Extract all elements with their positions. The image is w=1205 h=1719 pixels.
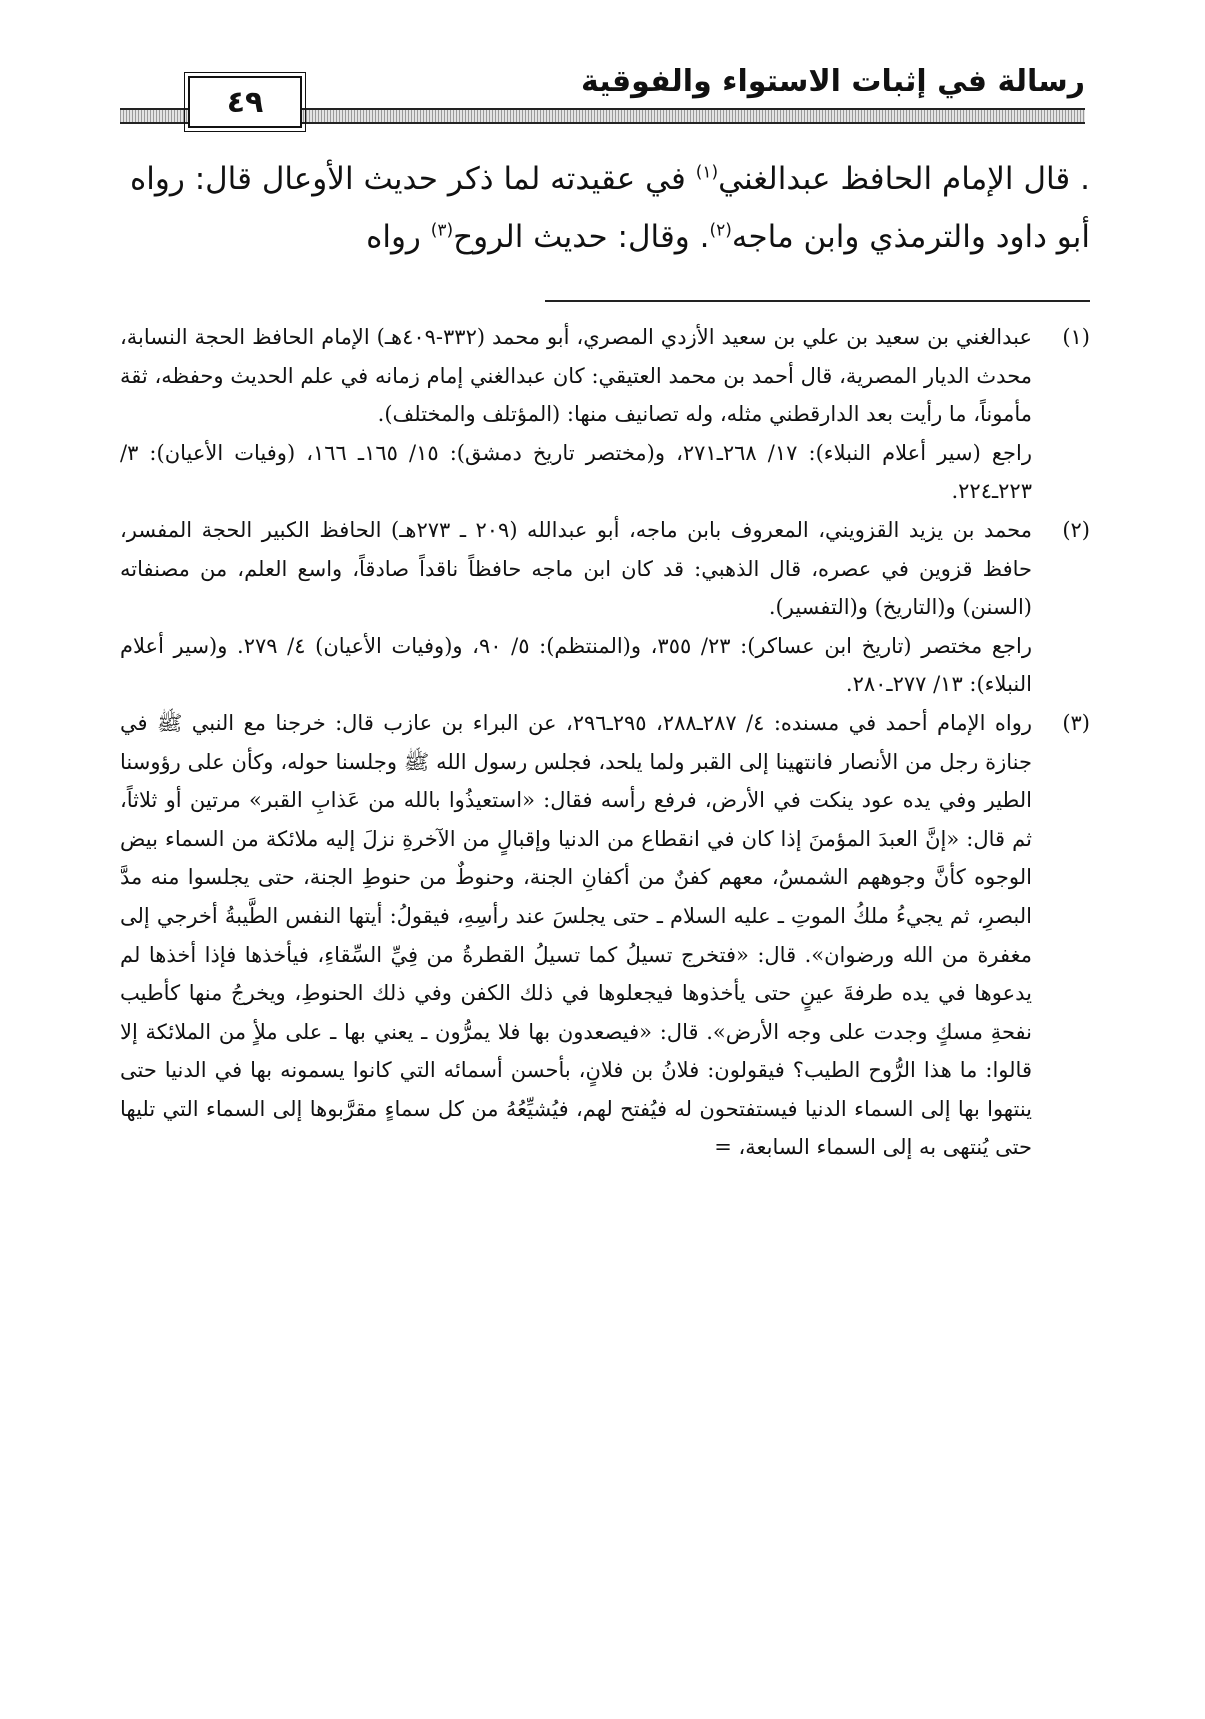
footnote-number: (١) [1062, 325, 1090, 349]
main-text [130, 150, 1090, 266]
footnote-separator [545, 300, 1090, 302]
footnote-2 [120, 511, 1090, 704]
footnote-number: (٣) [1062, 710, 1090, 735]
footnote-ref-1: (١) [695, 162, 719, 183]
main-text-segment: في عقيدته لما ذكر حديث الأوعال قال: [194, 161, 686, 197]
page-number: ٤٩ [188, 76, 302, 128]
footnote-paragraph: راجع (سير أعلام النبلاء): ١٧/ ٢٦٨ـ٢٧١، و(مختصر تاريخ دمشق): ١٥/ ١٦٥ـ ١٦٦، (وفيات الأعيان): ٣/ ٢٢٣ـ٢٢٤. [120, 440, 1033, 504]
footnote-paragraph: رواه الإمام أحمد في مسنده: ٤/ ٢٨٧ـ٢٨٨، ٢٩٥ـ٢٩٦، عن البراء بن عازب قال: خرجنا مع النبي ﷺ في جنازة رجل من الأنصار فانتهينا إلى القبر ولما يلحد، فجلس رسول الله ﷺ وجلسنا حوله، وكأن على رؤوسنا الطير وفي يده عود ينكت في الأرض، فرفع رأسه فقال: «استعيذُوا بالله من عَذابِ القبر» مرتين أو ثلاثاً، ثم قال: «إنَّ العبدَ المؤمنَ إذا كان في انقطاع من الدنيا وإقبالٍ من الآخرةِ نزلَ إليه ملائكة من السماء بيض الوجوه كأنَّ وجوههم الشمسُ، معهم كفنٌ من أكفانِ الجنة، وحنوطٌ من حنوطِ الجنة، حتى يجلسوا منه مدَّ البصرِ، ثم يجيءُ ملكُ الموتِ ـ عليه السلام ـ حتى يجلسَ عند رأسِهِ، فيقولُ: أيتها النفس الطَّيبةُ أخرجي إلى مغفرة من الله ورضوان». قال: «فتخرج تسيلُ كما تسيلُ القطرةُ من فِيِّ السِّقاءِ، فيأخذها فإذا أخذها لم يدعوها في يده طرفةَ عينٍ حتى يأخذوها فيجعلوها في ذلك الكفن وفي ذلك الحنوطِ، ويخرجُ منها كأطيب نفحةِ مسكٍ وجدت على وجه الأرض». قال: «فيصعدون بها فلا يمرُّون ـ يعني بها ـ على ملأٍ من الملائكة إلا قالوا: ما هذا الرُّوح الطيب؟ فيقولون: فلانُ بن فلانٍ، بأحسن أسمائه التي كانوا يسمونه بها في الدنيا حتى ينتهوا بها إلى السماء الدنيا فيستفتحون له فيُفتح لهم، فيُشيِّعُهُ من كل سماءٍ مقرَّبوها إلى السماء التي تليها حتى يُنتهى به إلى السماء السابعة، = [120, 710, 1032, 1160]
footnote-number: (٢) [1062, 517, 1090, 542]
footnote-body [120, 704, 1032, 1167]
main-text-segment: رواه أبو داود والترمذي وابن ماجه [130, 161, 1090, 255]
footnote-body [120, 318, 1032, 511]
footnote-paragraph: عبدالغني بن سعيد بن علي بن سعيد الأزدي المصري، أبو محمد (٣٣٢-٤٠٩هـ) الإمام الحافظ الحجة النسابة، محدث الديار المصرية، قال أحمد بن محمد العتيقي: كان عبدالغني إمام زمانه في علم الحديث وحفظه، ثقة مأموناً، ما رأيت بعد الدارقطني مثله، وله تصانيف منها: (المؤتلف والمختلف). [120, 325, 1032, 427]
main-text-segment: . وقال: حديث الروح [453, 219, 710, 255]
footnote-ref-3: (٣) [430, 220, 454, 241]
footnote-body [120, 511, 1032, 704]
footnote-ref-2: (٢) [709, 220, 732, 241]
footnote-1 [120, 318, 1090, 511]
main-paragraph [130, 150, 1090, 266]
footnote-3 [120, 704, 1090, 1167]
footnotes [120, 318, 1090, 1167]
main-text-segment: . قال الإمام الحافظ عبدالغني [718, 161, 1090, 197]
main-text-segment: رواه [366, 219, 421, 255]
footnote-paragraph: راجع مختصر (تاريخ ابن عساكر): ٢٣/ ٣٥٥، و(المنتظم): ٥/ ٩٠، و(وفيات الأعيان) ٤/ ٢٧٩. و(سير أعلام النبلاء): ١٣/ ٢٧٧ـ٢٨٠. [120, 633, 1032, 697]
running-header [120, 58, 1085, 128]
footnote-paragraph: محمد بن يزيد القزويني، المعروف بابن ماجه، أبو عبدالله (٢٠٩ ـ ٢٧٣هـ) الحافظ الكبير الحجة المفسر، حافظ قزوين في عصره، قال الذهبي: قد كان ابن ماجه حافظاً ناقداً صادقاً، واسع العلم، من مصنفاته (السنن) و(التاريخ) و(التفسير). [120, 517, 1032, 620]
book-title: رسالة في إثبات الاستواء والفوقية [581, 64, 1085, 99]
